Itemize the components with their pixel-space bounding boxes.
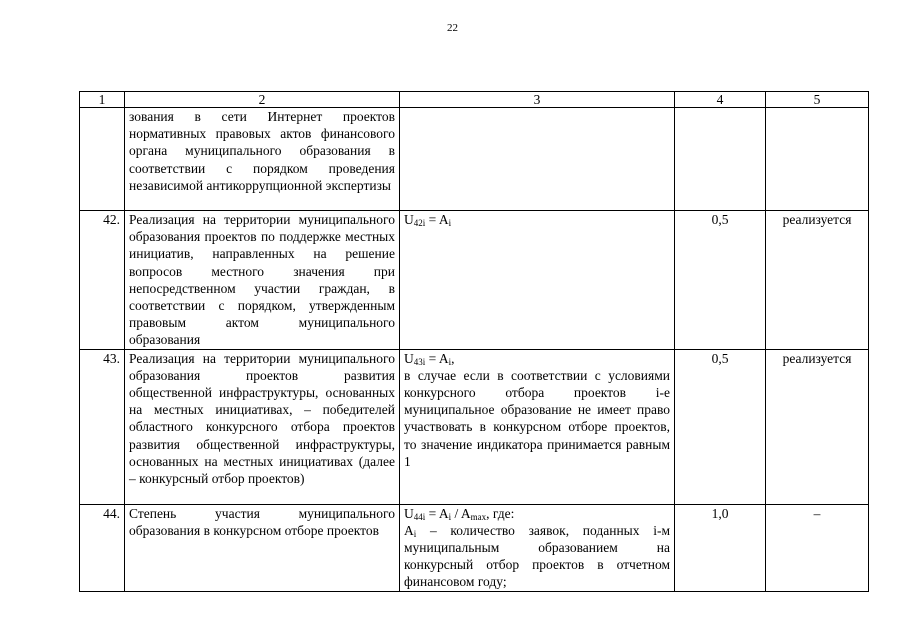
formula-subscript: 44i (413, 511, 426, 522)
formula-cell (400, 108, 675, 211)
formula-explanation-symbol: A (404, 522, 414, 538)
formula-subscript: max (470, 511, 487, 522)
description-cell: Реализация на территории муниципального образования проектов по поддержке местных инициатив, направленных на решение вопросов местного значения при непосредственном участии граждан, в соответствии с порядком, утвержденным правовым актом муниципального образования (125, 211, 400, 350)
table-header-row (80, 92, 869, 108)
value-cell: 0,5 (675, 211, 766, 350)
formula-cell (400, 349, 675, 504)
formula-explanation (404, 522, 670, 591)
formula-explanation-text: – количество заявок, поданных i-м муниципальным образованием на конкурсный отбор проектов в отчетном финансовом году; (404, 522, 670, 590)
formula-cell (400, 211, 675, 350)
formula-subscript: i (448, 511, 452, 522)
value-cell: 0,5 (675, 349, 766, 504)
formula-subscript: i (448, 356, 452, 367)
formula-subscript: i (448, 218, 452, 228)
column-header-5: 5 (766, 92, 869, 108)
formula-tail: , (451, 350, 455, 366)
row-number-cell: 44. (80, 504, 125, 591)
formula-divide: / A (451, 505, 471, 521)
formula-subscript: 43i (413, 356, 426, 367)
formula-tail: , где: (486, 505, 515, 521)
value-cell: 1,0 (675, 504, 766, 591)
description-cell: Степень участия муниципального образования в конкурсном отборе проектов (125, 504, 400, 591)
formula-equals: = A (425, 350, 449, 366)
indicator-table (79, 91, 869, 592)
formula (404, 350, 670, 367)
column-header-1: 1 (80, 92, 125, 108)
table-row (80, 349, 869, 504)
row-number-cell (80, 108, 125, 211)
value-cell (675, 108, 766, 211)
formula-symbol: U (404, 212, 414, 227)
formula (404, 211, 670, 228)
formula-equals: = A (425, 212, 449, 227)
formula-symbol: U (404, 350, 414, 366)
column-header-2: 2 (125, 92, 400, 108)
row-number-cell: 43. (80, 349, 125, 504)
status-cell: – (766, 504, 869, 591)
formula-explanation: в случае если в соответствии с условиями конкурсного отбора проектов i-е муниципальное образование не имеет право участвовать в конкурсном отборе проектов, то значение индикатора принимается равным 1 (404, 367, 670, 469)
status-cell: реализуется (766, 211, 869, 350)
status-cell: реализуется (766, 349, 869, 504)
formula-symbol: U (404, 505, 414, 521)
table-row-continuation (80, 108, 869, 211)
formula-equals: = A (425, 505, 449, 521)
table-row (80, 504, 869, 591)
row-number-cell: 42. (80, 211, 125, 350)
column-header-4: 4 (675, 92, 766, 108)
description-cell: зования в сети Интернет проектов нормативных правовых актов финансового органа муниципального образования в соответствии с порядком проведения независимой антикоррупционной экспертизы (125, 108, 400, 211)
formula (404, 505, 670, 522)
status-cell (766, 108, 869, 211)
page-number: 22 (447, 22, 458, 34)
formula-subscript: i (413, 528, 417, 539)
table-row (80, 211, 869, 350)
formula-cell (400, 504, 675, 591)
formula-subscript: 42i (413, 218, 426, 228)
description-cell: Реализация на территории муниципального образования проектов развития общественной инфраструктуры, основанных на местных инициативах, – победителей областного конкурсного отбора проектов развития общественной инфраструктуры, основанных на местных инициативах (далее – конкурсный отбор проектов) (125, 349, 400, 504)
column-header-3: 3 (400, 92, 675, 108)
